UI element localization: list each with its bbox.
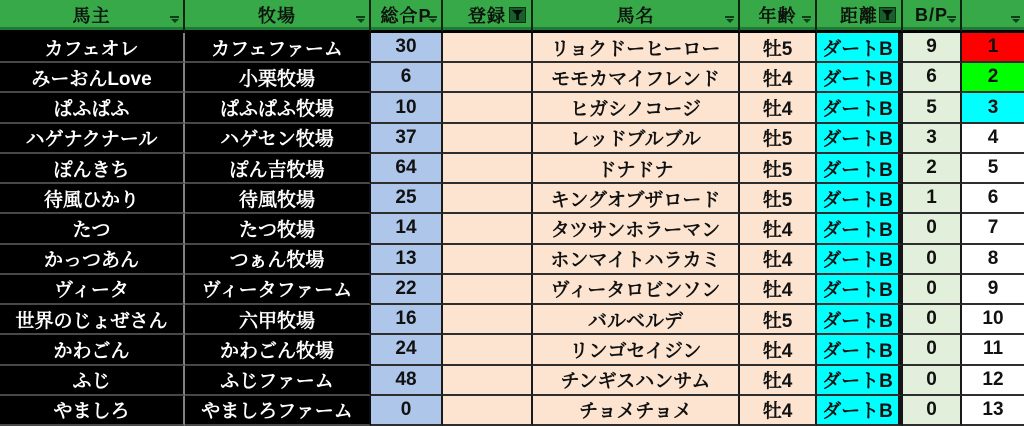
distance-cell[interactable]: ダートB bbox=[817, 93, 903, 123]
registration-cell[interactable] bbox=[443, 214, 533, 244]
age-cell[interactable]: 牡4 bbox=[740, 335, 817, 365]
points-cell[interactable]: 22 bbox=[371, 275, 443, 305]
distance-cell[interactable]: ダートB bbox=[817, 366, 903, 396]
distance-cell[interactable]: ダートB bbox=[817, 184, 903, 214]
horse-name-cell[interactable]: バルベルデ bbox=[533, 305, 740, 335]
funnel-glyph bbox=[882, 10, 893, 20]
owner-cell[interactable]: ハゲナクナール bbox=[0, 124, 185, 154]
distance-cell[interactable]: ダートB bbox=[817, 33, 903, 63]
rank-cell[interactable]: 1 bbox=[962, 33, 1024, 63]
points-cell[interactable]: 6 bbox=[371, 63, 443, 93]
age-cell[interactable]: 牡5 bbox=[740, 184, 817, 214]
column-header bbox=[962, 0, 1024, 33]
column-header bbox=[371, 0, 443, 33]
distance-cell[interactable]: ダートB bbox=[817, 335, 903, 365]
owner-cell[interactable]: かっつあん bbox=[0, 245, 185, 275]
owner-cell[interactable]: 世界のじょぜさん bbox=[0, 305, 185, 335]
points-cell[interactable]: 25 bbox=[371, 184, 443, 214]
owner-cell[interactable]: みーおんLove bbox=[0, 63, 185, 93]
registration-cell[interactable] bbox=[443, 124, 533, 154]
column-header-label: 総合P bbox=[380, 6, 432, 26]
rank-cell[interactable]: 3 bbox=[962, 93, 1024, 123]
column-header-label: B/P bbox=[914, 4, 948, 25]
distance-cell[interactable]: ダートB bbox=[817, 305, 903, 335]
farm-cell[interactable]: 六甲牧場 bbox=[185, 305, 371, 335]
rank-cell[interactable]: 2 bbox=[962, 63, 1024, 93]
filter-dropdown-arrow-icon[interactable] bbox=[169, 16, 180, 23]
rank-cell[interactable]: 6 bbox=[962, 184, 1024, 214]
horse-name-cell[interactable]: レッドブルブル bbox=[533, 124, 740, 154]
column-header bbox=[740, 0, 817, 33]
age-cell[interactable]: 牡4 bbox=[740, 93, 817, 123]
farm-cell[interactable]: やましろファーム bbox=[185, 396, 371, 426]
registration-cell[interactable] bbox=[443, 335, 533, 365]
rank-cell[interactable]: 10 bbox=[962, 305, 1024, 335]
points-cell[interactable]: 24 bbox=[371, 335, 443, 365]
owner-cell[interactable]: ふじ bbox=[0, 366, 185, 396]
registration-cell[interactable] bbox=[443, 245, 533, 275]
bp-cell[interactable]: 0 bbox=[903, 396, 962, 426]
age-cell[interactable]: 牡5 bbox=[740, 154, 817, 184]
distance-cell[interactable]: ダートB bbox=[817, 245, 903, 275]
owner-cell[interactable]: かわごん bbox=[0, 335, 185, 365]
age-cell[interactable]: 牡5 bbox=[740, 33, 817, 63]
horse-name-cell[interactable]: タツサンホラーマン bbox=[533, 214, 740, 244]
age-cell[interactable]: 牡4 bbox=[740, 366, 817, 396]
age-cell[interactable]: 牡5 bbox=[740, 124, 817, 154]
horse-name-cell[interactable]: チンギスハンサム bbox=[533, 366, 740, 396]
distance-cell[interactable]: ダートB bbox=[817, 396, 903, 426]
farm-cell[interactable]: ぽん吉牧場 bbox=[185, 154, 371, 184]
rank-cell[interactable]: 7 bbox=[962, 214, 1024, 244]
registration-cell[interactable] bbox=[443, 63, 533, 93]
filter-dropdown-arrow-icon[interactable] bbox=[1010, 16, 1021, 23]
bp-cell[interactable]: 9 bbox=[903, 33, 962, 63]
column-header bbox=[185, 0, 371, 33]
column-header bbox=[533, 0, 740, 33]
rank-cell[interactable]: 4 bbox=[962, 124, 1024, 154]
farm-cell[interactable]: 小栗牧場 bbox=[185, 63, 371, 93]
points-cell[interactable]: 13 bbox=[371, 245, 443, 275]
registration-cell[interactable] bbox=[443, 154, 533, 184]
registration-cell[interactable] bbox=[443, 275, 533, 305]
horse-name-cell[interactable]: ドナドナ bbox=[533, 154, 740, 184]
filter-dropdown-arrow-icon[interactable] bbox=[427, 16, 438, 23]
points-cell[interactable]: 0 bbox=[371, 396, 443, 426]
horse-name-cell[interactable]: ヒガシノコージ bbox=[533, 93, 740, 123]
farm-cell[interactable]: つぁん牧場 bbox=[185, 245, 371, 275]
column-header-label: 年齢 bbox=[758, 6, 797, 26]
horse-name-cell[interactable]: ヴィータロビンソン bbox=[533, 275, 740, 305]
registration-cell[interactable] bbox=[443, 184, 533, 214]
owner-cell[interactable]: 待風ひかり bbox=[0, 184, 185, 214]
bp-cell[interactable]: 0 bbox=[903, 275, 962, 305]
horse-name-cell[interactable]: キングオブザロード bbox=[533, 184, 740, 214]
rank-cell[interactable]: 13 bbox=[962, 396, 1024, 426]
column-header bbox=[817, 0, 903, 33]
distance-cell[interactable]: ダートB bbox=[817, 275, 903, 305]
registration-cell[interactable] bbox=[443, 33, 533, 63]
column-header-label: 登録 bbox=[468, 6, 506, 26]
owner-cell[interactable]: ヴィータ bbox=[0, 275, 185, 305]
horse-name-cell[interactable]: チョメチョメ bbox=[533, 396, 740, 426]
column-header bbox=[903, 0, 962, 33]
age-cell[interactable]: 牡5 bbox=[740, 305, 817, 335]
filter-dropdown-arrow-icon[interactable] bbox=[946, 16, 957, 23]
horse-name-cell[interactable]: リョクドーヒーロー bbox=[533, 33, 740, 63]
filter-dropdown-arrow-icon[interactable] bbox=[724, 16, 735, 23]
rank-cell[interactable]: 8 bbox=[962, 245, 1024, 275]
points-cell[interactable]: 14 bbox=[371, 214, 443, 244]
filter-dropdown-arrow-icon[interactable] bbox=[355, 16, 366, 23]
points-cell[interactable]: 64 bbox=[371, 154, 443, 184]
rank-cell[interactable]: 11 bbox=[962, 335, 1024, 365]
farm-cell[interactable]: ヴィータファーム bbox=[185, 275, 371, 305]
farm-cell[interactable]: ハゲセン牧場 bbox=[185, 124, 371, 154]
farm-cell[interactable]: かわごん牧場 bbox=[185, 335, 371, 365]
points-cell[interactable]: 10 bbox=[371, 93, 443, 123]
registration-cell[interactable] bbox=[443, 366, 533, 396]
column-header-label: 牧場 bbox=[258, 6, 296, 26]
filter-dropdown-arrow-icon[interactable] bbox=[801, 16, 812, 23]
farm-cell[interactable]: 待風牧場 bbox=[185, 184, 371, 214]
column-header-label: 距離 bbox=[840, 6, 878, 26]
points-cell[interactable]: 48 bbox=[371, 366, 443, 396]
column-header-label: 馬主 bbox=[72, 6, 111, 26]
bp-cell[interactable]: 0 bbox=[903, 245, 962, 275]
owner-cell[interactable]: やましろ bbox=[0, 396, 185, 426]
column-header bbox=[443, 0, 533, 33]
column-header-label: 馬名 bbox=[616, 6, 655, 26]
farm-cell[interactable]: カフェファーム bbox=[185, 33, 371, 63]
bp-cell[interactable]: 3 bbox=[903, 124, 962, 154]
horse-name-cell[interactable]: リンゴセイジン bbox=[533, 335, 740, 365]
filter-funnel-icon[interactable] bbox=[509, 7, 526, 23]
rank-cell[interactable]: 5 bbox=[962, 154, 1024, 184]
bp-cell[interactable]: 0 bbox=[903, 305, 962, 335]
owner-cell[interactable]: ぱふぱふ bbox=[0, 93, 185, 123]
age-cell[interactable]: 牡4 bbox=[740, 396, 817, 426]
owner-cell[interactable]: ぽんきち bbox=[0, 154, 185, 184]
points-cell[interactable]: 30 bbox=[371, 33, 443, 63]
bp-cell[interactable]: 1 bbox=[903, 184, 962, 214]
bp-cell[interactable]: 5 bbox=[903, 93, 962, 123]
farm-cell[interactable]: ぱふぱふ牧場 bbox=[185, 93, 371, 123]
bp-cell[interactable]: 0 bbox=[903, 214, 962, 244]
farm-cell[interactable]: ふじファーム bbox=[185, 366, 371, 396]
rank-cell[interactable]: 9 bbox=[962, 275, 1024, 305]
points-cell[interactable]: 16 bbox=[371, 305, 443, 335]
bp-cell[interactable]: 0 bbox=[903, 366, 962, 396]
age-cell[interactable]: 牡4 bbox=[740, 63, 817, 93]
bp-cell[interactable]: 2 bbox=[903, 154, 962, 184]
age-cell[interactable]: 牡4 bbox=[740, 275, 817, 305]
distance-cell[interactable]: ダートB bbox=[817, 63, 903, 93]
rank-cell[interactable]: 12 bbox=[962, 366, 1024, 396]
distance-cell[interactable]: ダートB bbox=[817, 124, 903, 154]
farm-cell[interactable]: たつ牧場 bbox=[185, 214, 371, 244]
registration-cell[interactable] bbox=[443, 93, 533, 123]
registration-cell[interactable] bbox=[443, 305, 533, 335]
distance-cell[interactable]: ダートB bbox=[817, 214, 903, 244]
registration-cell[interactable] bbox=[443, 396, 533, 426]
filter-funnel-icon[interactable] bbox=[879, 7, 896, 23]
bp-cell[interactable]: 0 bbox=[903, 335, 962, 365]
column-header bbox=[0, 0, 185, 33]
age-cell[interactable]: 牡4 bbox=[740, 245, 817, 275]
owner-cell[interactable]: たつ bbox=[0, 214, 185, 244]
age-cell[interactable]: 牡4 bbox=[740, 214, 817, 244]
funnel-glyph bbox=[512, 10, 523, 20]
horse-name-cell[interactable]: モモカマイフレンド bbox=[533, 63, 740, 93]
owner-cell[interactable]: カフェオレ bbox=[0, 33, 185, 63]
horse-name-cell[interactable]: ホンマイトハラカミ bbox=[533, 245, 740, 275]
points-cell[interactable]: 37 bbox=[371, 124, 443, 154]
bp-cell[interactable]: 6 bbox=[903, 63, 962, 93]
distance-cell[interactable]: ダートB bbox=[817, 154, 903, 184]
